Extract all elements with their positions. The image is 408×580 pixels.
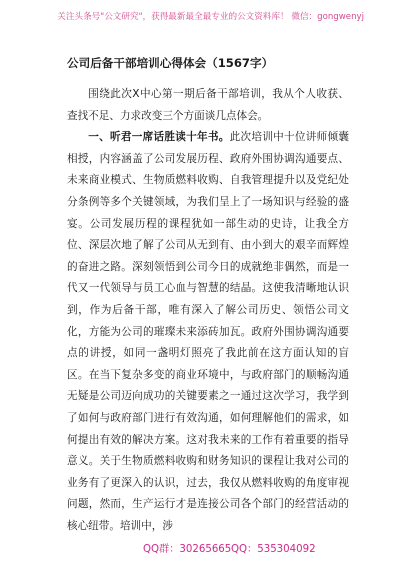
document-body <box>67 55 349 537</box>
intro-paragraph: 围绕此次X中心第一期后备干部培训，我从个人收获、查找不足、力求改变三个方面谈几点体会。 <box>67 88 349 122</box>
footer <box>0 537 408 561</box>
section-1-paragraph <box>67 127 349 537</box>
footer-qq-group: QQ群：30265665 <box>143 544 232 555</box>
banner-text: 关注头条号"公文研究"，获得最新最全最专业的公文资料库！ 微信：gongwenyj <box>57 12 364 22</box>
top-banner <box>0 0 408 32</box>
section-1-heading: 一、听君一席话胜读十年书。 <box>88 131 230 144</box>
footer-qq-number: QQ：535304092 <box>231 544 316 555</box>
section-1-body: 此次培训中十位讲师倾囊相授，内容涵盖了公司发展历程、政府外围协调沟通要点、未来商业模式、生物质燃料收购、自我管理提升以及党纪处分条例等多个关键领域，为我们呈上了一场知识与经验的盛宴。公司发展历程的课程犹如一部生动的史诗，让我全方位、深层次地了解了公司从无到有、由小到大的艰辛而辉煌的奋进之路。深刻领悟到公司今日的成就绝非偶然，而是一代又一代领导与员工心血与智慧的结晶。这使我清晰地认识到，作为后备干部，唯有深入了解公司历史、领悟公司文化，方能为公司的璀璨未来添砖加瓦。政府外围协调沟通要点的讲授，如同一盏明灯照亮了我此前在这方面认知的盲区。在当下复杂多变的商业环境中，与政府部门的顺畅沟通无疑是公司迈向成功的关键要素之一通过这次学习，我学到了如何与政府部门进行有效沟通，如何理解他们的需求，如何提出有效的解决方案。这对我未来的工作有着重要的指导意义。关于生物质燃料收购和财务知识的课程让我对公司的业务有了更深入的认识，过去，我仅从燃料收购的角度审视问题，然而，生产运行才是连接公司各个部门的经营活动的核心纽带。培训中，涉 <box>67 131 350 532</box>
document-title: 公司后备干部培训心得体会（1567字） <box>67 56 274 70</box>
